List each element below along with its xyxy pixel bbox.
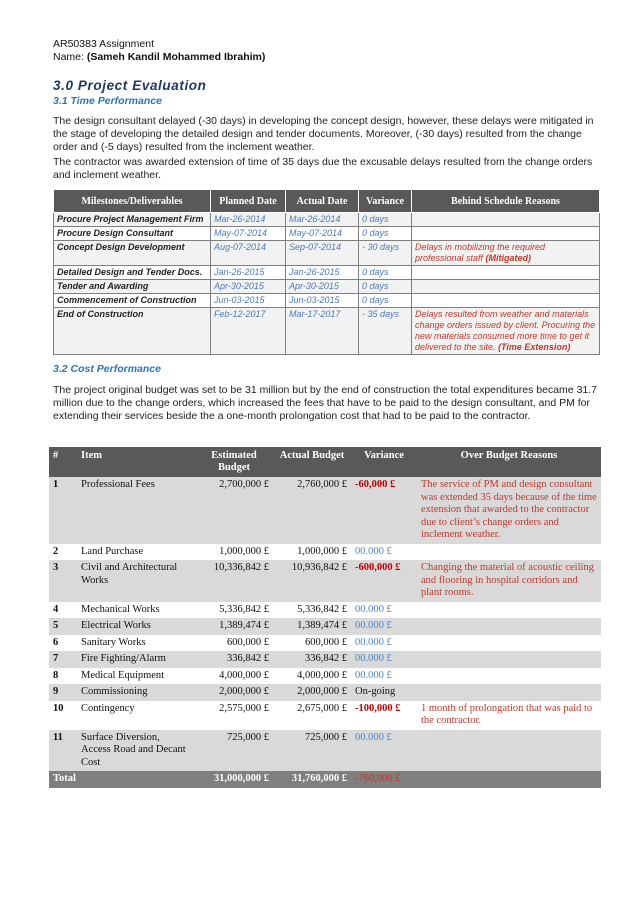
variance: 0 days xyxy=(359,294,412,308)
planned-date: Apr-30-2015 xyxy=(211,280,286,294)
estimated-budget: 2,000,000 £ xyxy=(195,684,273,701)
time-performance-paragraph-2: The contractor was awarded extension of time of 35 days due the excusable delays resulted from the change orders and inclement weather. xyxy=(53,156,593,181)
milestone-name: Concept Design Development xyxy=(54,241,211,266)
row-number: 10 xyxy=(49,701,77,730)
variance: 0 days xyxy=(359,213,412,227)
row-number: 11 xyxy=(49,730,77,772)
milestone-name: Procure Design Consultant xyxy=(54,227,211,241)
variance: - 35 days xyxy=(359,308,412,355)
variance: 0 days xyxy=(359,280,412,294)
actual-budget: 2,000,000 £ xyxy=(273,684,351,701)
cost-row xyxy=(49,651,601,668)
total-reason xyxy=(417,771,601,788)
cost-row xyxy=(49,701,601,730)
total-variance: -760,000 £ xyxy=(351,771,417,788)
milestone-name: Tender and Awarding xyxy=(54,280,211,294)
reason-text: Delays in mobilizing the required professional staff xyxy=(415,242,546,263)
actual-budget: 5,336,842 £ xyxy=(273,602,351,619)
number-header: # xyxy=(49,447,77,477)
cost-row xyxy=(49,602,601,619)
actual-date-header: Actual Date xyxy=(286,190,359,213)
row-number: 3 xyxy=(49,560,77,602)
total-row xyxy=(49,771,601,788)
cost-row xyxy=(49,635,601,652)
variance-header: Variance xyxy=(359,190,412,213)
subsection-cost-performance: 3.2 Cost Performance xyxy=(53,363,161,375)
variance: - 30 days xyxy=(359,241,412,266)
actual-date: Jun-03-2015 xyxy=(286,294,359,308)
actual-budget: 10,936,842 £ xyxy=(273,560,351,602)
row-number: 4 xyxy=(49,602,77,619)
estimated-budget: 600,000 £ xyxy=(195,635,273,652)
item-name: Professional Fees xyxy=(77,477,195,544)
cost-row xyxy=(49,668,601,685)
item-name: Mechanical Works xyxy=(77,602,195,619)
milestone-name: End of Construction xyxy=(54,308,211,355)
estimated-budget: 2,575,000 £ xyxy=(195,701,273,730)
variance: 00.000 £ xyxy=(351,635,417,652)
row-number: 8 xyxy=(49,668,77,685)
subsection-time-performance: 3.1 Time Performance xyxy=(53,95,162,107)
planned-date-header: Planned Date xyxy=(211,190,286,213)
milestone-row xyxy=(54,308,600,355)
cost-performance-paragraph: The project original budget was set to be 31 million but by the end of construction the total expenditures became 31.7 million due to the change orders, which increased the fees that have to be paid to the design consultant, and PM for extending their services beside the a one-month prolongation cost that had to be paid to the contractor. xyxy=(53,384,598,422)
milestone-row xyxy=(54,280,600,294)
milestone-name: Detailed Design and Tender Docs. xyxy=(54,266,211,280)
item-name: Medical Equipment xyxy=(77,668,195,685)
variance: 0 days xyxy=(359,266,412,280)
estimated-budget: 10,336,842 £ xyxy=(195,560,273,602)
milestone-name: Procure Project Management Firm xyxy=(54,213,211,227)
planned-date: Jun-03-2015 xyxy=(211,294,286,308)
total-estimated: 31,000,000 £ xyxy=(195,771,273,788)
estimated-budget: 725,000 £ xyxy=(195,730,273,772)
estimated-budget: 4,000,000 £ xyxy=(195,668,273,685)
variance: 00.000 £ xyxy=(351,602,417,619)
reason-text: Delays resulted from weather and materials change orders issued by client. Procuring the new materials consumed more time to get it delivered to the site. xyxy=(415,309,596,352)
total-actual: 31,760,000 £ xyxy=(273,771,351,788)
estimated-budget: 1,389,474 £ xyxy=(195,618,273,635)
item-name: Sanitary Works xyxy=(77,635,195,652)
behind-schedule-header: Behind Schedule Reasons xyxy=(412,190,600,213)
actual-date: Sep-07-2014 xyxy=(286,241,359,266)
estimated-budget: 5,336,842 £ xyxy=(195,602,273,619)
assignment-code: AR50383 Assignment xyxy=(53,38,154,50)
over-budget-reason xyxy=(417,544,601,561)
row-number: 6 xyxy=(49,635,77,652)
item-name: Surface Diversion, Access Road and Decant Cost xyxy=(77,730,195,772)
over-budget-reason xyxy=(417,635,601,652)
over-budget-reason xyxy=(417,618,601,635)
over-budget-reason xyxy=(417,602,601,619)
cost-header-row xyxy=(49,447,601,477)
item-name: Contingency xyxy=(77,701,195,730)
milestones-table xyxy=(53,189,600,355)
row-number: 9 xyxy=(49,684,77,701)
behind-schedule-reason xyxy=(412,280,600,294)
item-name: Land Purchase xyxy=(77,544,195,561)
item-name: Civil and Architectural Works xyxy=(77,560,195,602)
actual-date: Mar-17-2017 xyxy=(286,308,359,355)
name-value: (Sameh Kandil Mohammed Ibrahim) xyxy=(86,51,266,63)
over-budget-reason xyxy=(417,684,601,701)
planned-date: Mar-26-2014 xyxy=(211,213,286,227)
planned-date: Jan-26-2015 xyxy=(211,266,286,280)
over-budget-reason xyxy=(417,651,601,668)
actual-budget-header: Actual Budget xyxy=(273,447,351,477)
actual-budget: 1,389,474 £ xyxy=(273,618,351,635)
over-budget-reason: Changing the material of acoustic ceiling and flooring in hospital corridors and plant rooms. xyxy=(417,560,601,602)
milestones-header: Milestones/Deliverables xyxy=(54,190,211,213)
actual-budget: 336,842 £ xyxy=(273,651,351,668)
variance: 00.000 £ xyxy=(351,618,417,635)
actual-budget: 2,675,000 £ xyxy=(273,701,351,730)
over-budget-reasons-header: Over Budget Reasons xyxy=(417,447,601,477)
behind-schedule-reason xyxy=(412,294,600,308)
variance: 0 days xyxy=(359,227,412,241)
milestone-name: Commencement of Construction xyxy=(54,294,211,308)
cost-table xyxy=(49,447,601,788)
variance: 00.000 £ xyxy=(351,544,417,561)
variance: -100,000 £ xyxy=(351,701,417,730)
over-budget-reason xyxy=(417,730,601,772)
planned-date: Feb-12-2017 xyxy=(211,308,286,355)
time-performance-paragraph-1: The design consultant delayed (-30 days) in developing the concept design, however, these delays were mitigated in the stage of developing the detailed design and tender documents. Moreover, (-30 days) resulted from the change order and (-5 days) resulted from the inclement weather. xyxy=(53,115,594,153)
actual-date: Jan-26-2015 xyxy=(286,266,359,280)
over-budget-reason: 1 month of prolongation that was paid to the contractor. xyxy=(417,701,601,730)
actual-date: Apr-30-2015 xyxy=(286,280,359,294)
cost-row xyxy=(49,544,601,561)
variance: 00.000 £ xyxy=(351,651,417,668)
behind-schedule-reason xyxy=(412,266,600,280)
cost-row xyxy=(49,684,601,701)
cost-row xyxy=(49,618,601,635)
actual-budget: 600,000 £ xyxy=(273,635,351,652)
planned-date: May-07-2014 xyxy=(211,227,286,241)
behind-schedule-reason xyxy=(412,227,600,241)
variance: 00.000 £ xyxy=(351,730,417,772)
row-number: 5 xyxy=(49,618,77,635)
total-label: Total xyxy=(49,771,195,788)
variance: On-going xyxy=(351,684,417,701)
actual-budget: 4,000,000 £ xyxy=(273,668,351,685)
name-label: Name: xyxy=(53,51,87,63)
behind-schedule-reason xyxy=(412,213,600,227)
milestone-row xyxy=(54,294,600,308)
over-budget-reason xyxy=(417,668,601,685)
variance: 00.000 £ xyxy=(351,668,417,685)
student-name xyxy=(53,51,265,64)
document-header xyxy=(53,38,265,64)
planned-date: Aug-07-2014 xyxy=(211,241,286,266)
row-number: 2 xyxy=(49,544,77,561)
item-header: Item xyxy=(77,447,195,477)
variance: -600,000 £ xyxy=(351,560,417,602)
reason-status: (Mitigated) xyxy=(485,253,532,263)
milestone-row xyxy=(54,227,600,241)
actual-date: May-07-2014 xyxy=(286,227,359,241)
cost-row xyxy=(49,560,601,602)
row-number: 1 xyxy=(49,477,77,544)
over-budget-reason: The service of PM and design consultant was extended 35 days because of the time extension that awarded to the contractor due to client’s change orders and inclement weather. xyxy=(417,477,601,544)
variance-header: Variance xyxy=(351,447,417,477)
actual-budget: 2,760,000 £ xyxy=(273,477,351,544)
section-title: 3.0 Project Evaluation xyxy=(53,78,207,93)
milestone-row xyxy=(54,213,600,227)
milestone-row xyxy=(54,241,600,266)
actual-date: Mar-26-2014 xyxy=(286,213,359,227)
item-name: Electrical Works xyxy=(77,618,195,635)
reason-status: (Time Extension) xyxy=(498,342,571,352)
estimated-budget: 336,842 £ xyxy=(195,651,273,668)
variance: -60,000 £ xyxy=(351,477,417,544)
behind-schedule-reason xyxy=(412,308,600,355)
cost-row xyxy=(49,730,601,772)
estimated-budget: 1,000,000 £ xyxy=(195,544,273,561)
actual-budget: 725,000 £ xyxy=(273,730,351,772)
estimated-budget: 2,700,000 £ xyxy=(195,477,273,544)
estimated-budget-header: Estimated Budget xyxy=(195,447,273,477)
item-name: Commissioning xyxy=(77,684,195,701)
behind-schedule-reason xyxy=(412,241,600,266)
cost-row xyxy=(49,477,601,544)
milestones-header-row xyxy=(54,190,600,213)
row-number: 7 xyxy=(49,651,77,668)
milestone-row xyxy=(54,266,600,280)
item-name: Fire Fighting/Alarm xyxy=(77,651,195,668)
actual-budget: 1,000,000 £ xyxy=(273,544,351,561)
